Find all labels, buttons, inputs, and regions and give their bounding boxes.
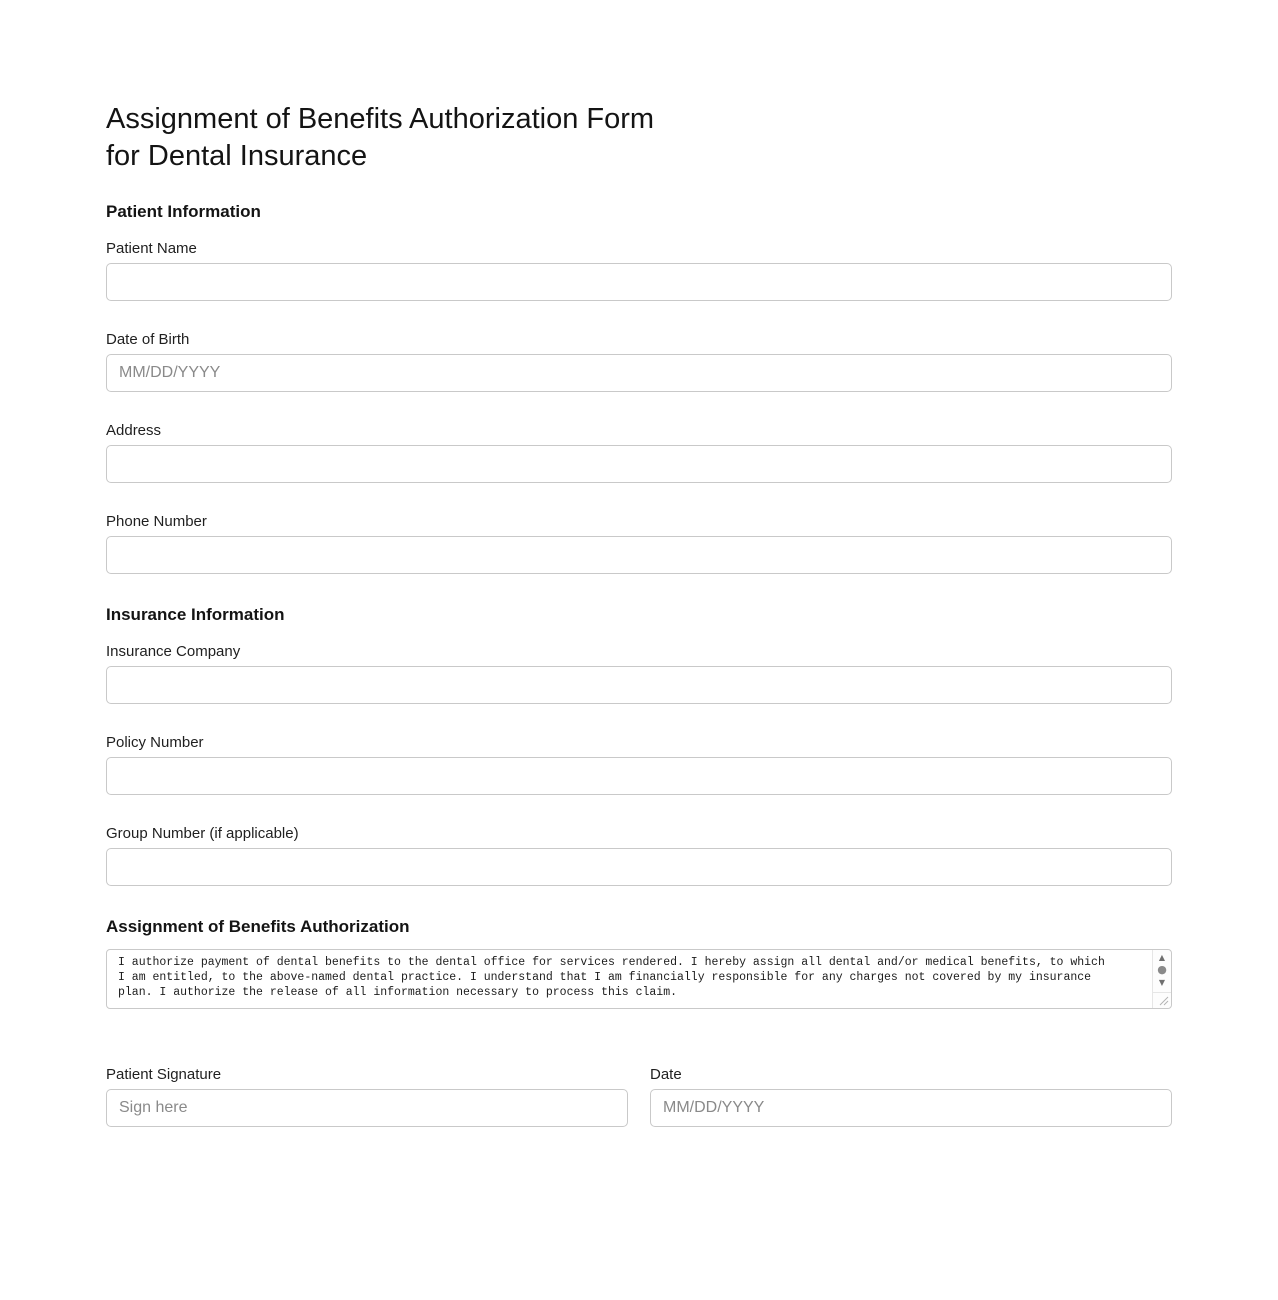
scrollbar-down-icon[interactable]: ▼ [1158,978,1166,987]
date-field [650,1066,1172,1127]
policy-number-label: Policy Number [106,734,204,751]
insurance-company-input[interactable] [106,666,1172,704]
date-of-birth-field [106,331,1172,392]
date-of-birth-input[interactable] [106,354,1172,392]
patient-name-field [106,240,1172,301]
address-field [106,422,1172,483]
address-input[interactable] [106,445,1172,483]
group-number-label: Group Number (if applicable) [106,825,299,842]
authorization-textarea[interactable] [106,949,1172,1009]
scrollbar-up-icon[interactable]: ▲ [1158,953,1166,962]
phone-number-field [106,513,1172,574]
resize-grip-icon[interactable] [1153,992,1171,1008]
patient-name-label: Patient Name [106,240,197,257]
patient-signature-label: Patient Signature [106,1066,222,1083]
group-number-input[interactable] [106,848,1172,886]
policy-number-input[interactable] [106,757,1172,795]
scrollbar-thumb[interactable]: ● [1157,963,1167,976]
patient-information-heading: Patient Information [106,202,261,221]
date-input[interactable] [650,1089,1172,1127]
page-title-line-1: Assignment of Benefits Authorization Form [106,103,655,135]
address-label: Address [106,422,162,439]
patient-signature-input[interactable] [106,1089,628,1127]
policy-number-field [106,734,1172,795]
insurance-company-label: Insurance Company [106,643,241,660]
phone-number-input[interactable] [106,536,1172,574]
date-label: Date [650,1066,682,1083]
patient-signature-field [106,1066,628,1127]
textarea-scrollbar[interactable] [1152,950,1171,1008]
phone-number-label: Phone Number [106,513,207,530]
insurance-information-heading: Insurance Information [106,605,285,624]
signature-date-row [106,1066,1172,1127]
group-number-field [106,825,1172,886]
patient-name-input[interactable] [106,263,1172,301]
date-of-birth-label: Date of Birth [106,331,190,348]
insurance-company-field [106,643,1172,704]
authorization-heading: Assignment of Benefits Authorization [106,917,410,936]
page-title-line-2: for Dental Insurance [106,140,368,172]
page-title [106,101,1172,175]
authorization-textarea-wrap [106,949,1172,1009]
form-container [106,0,1172,1127]
